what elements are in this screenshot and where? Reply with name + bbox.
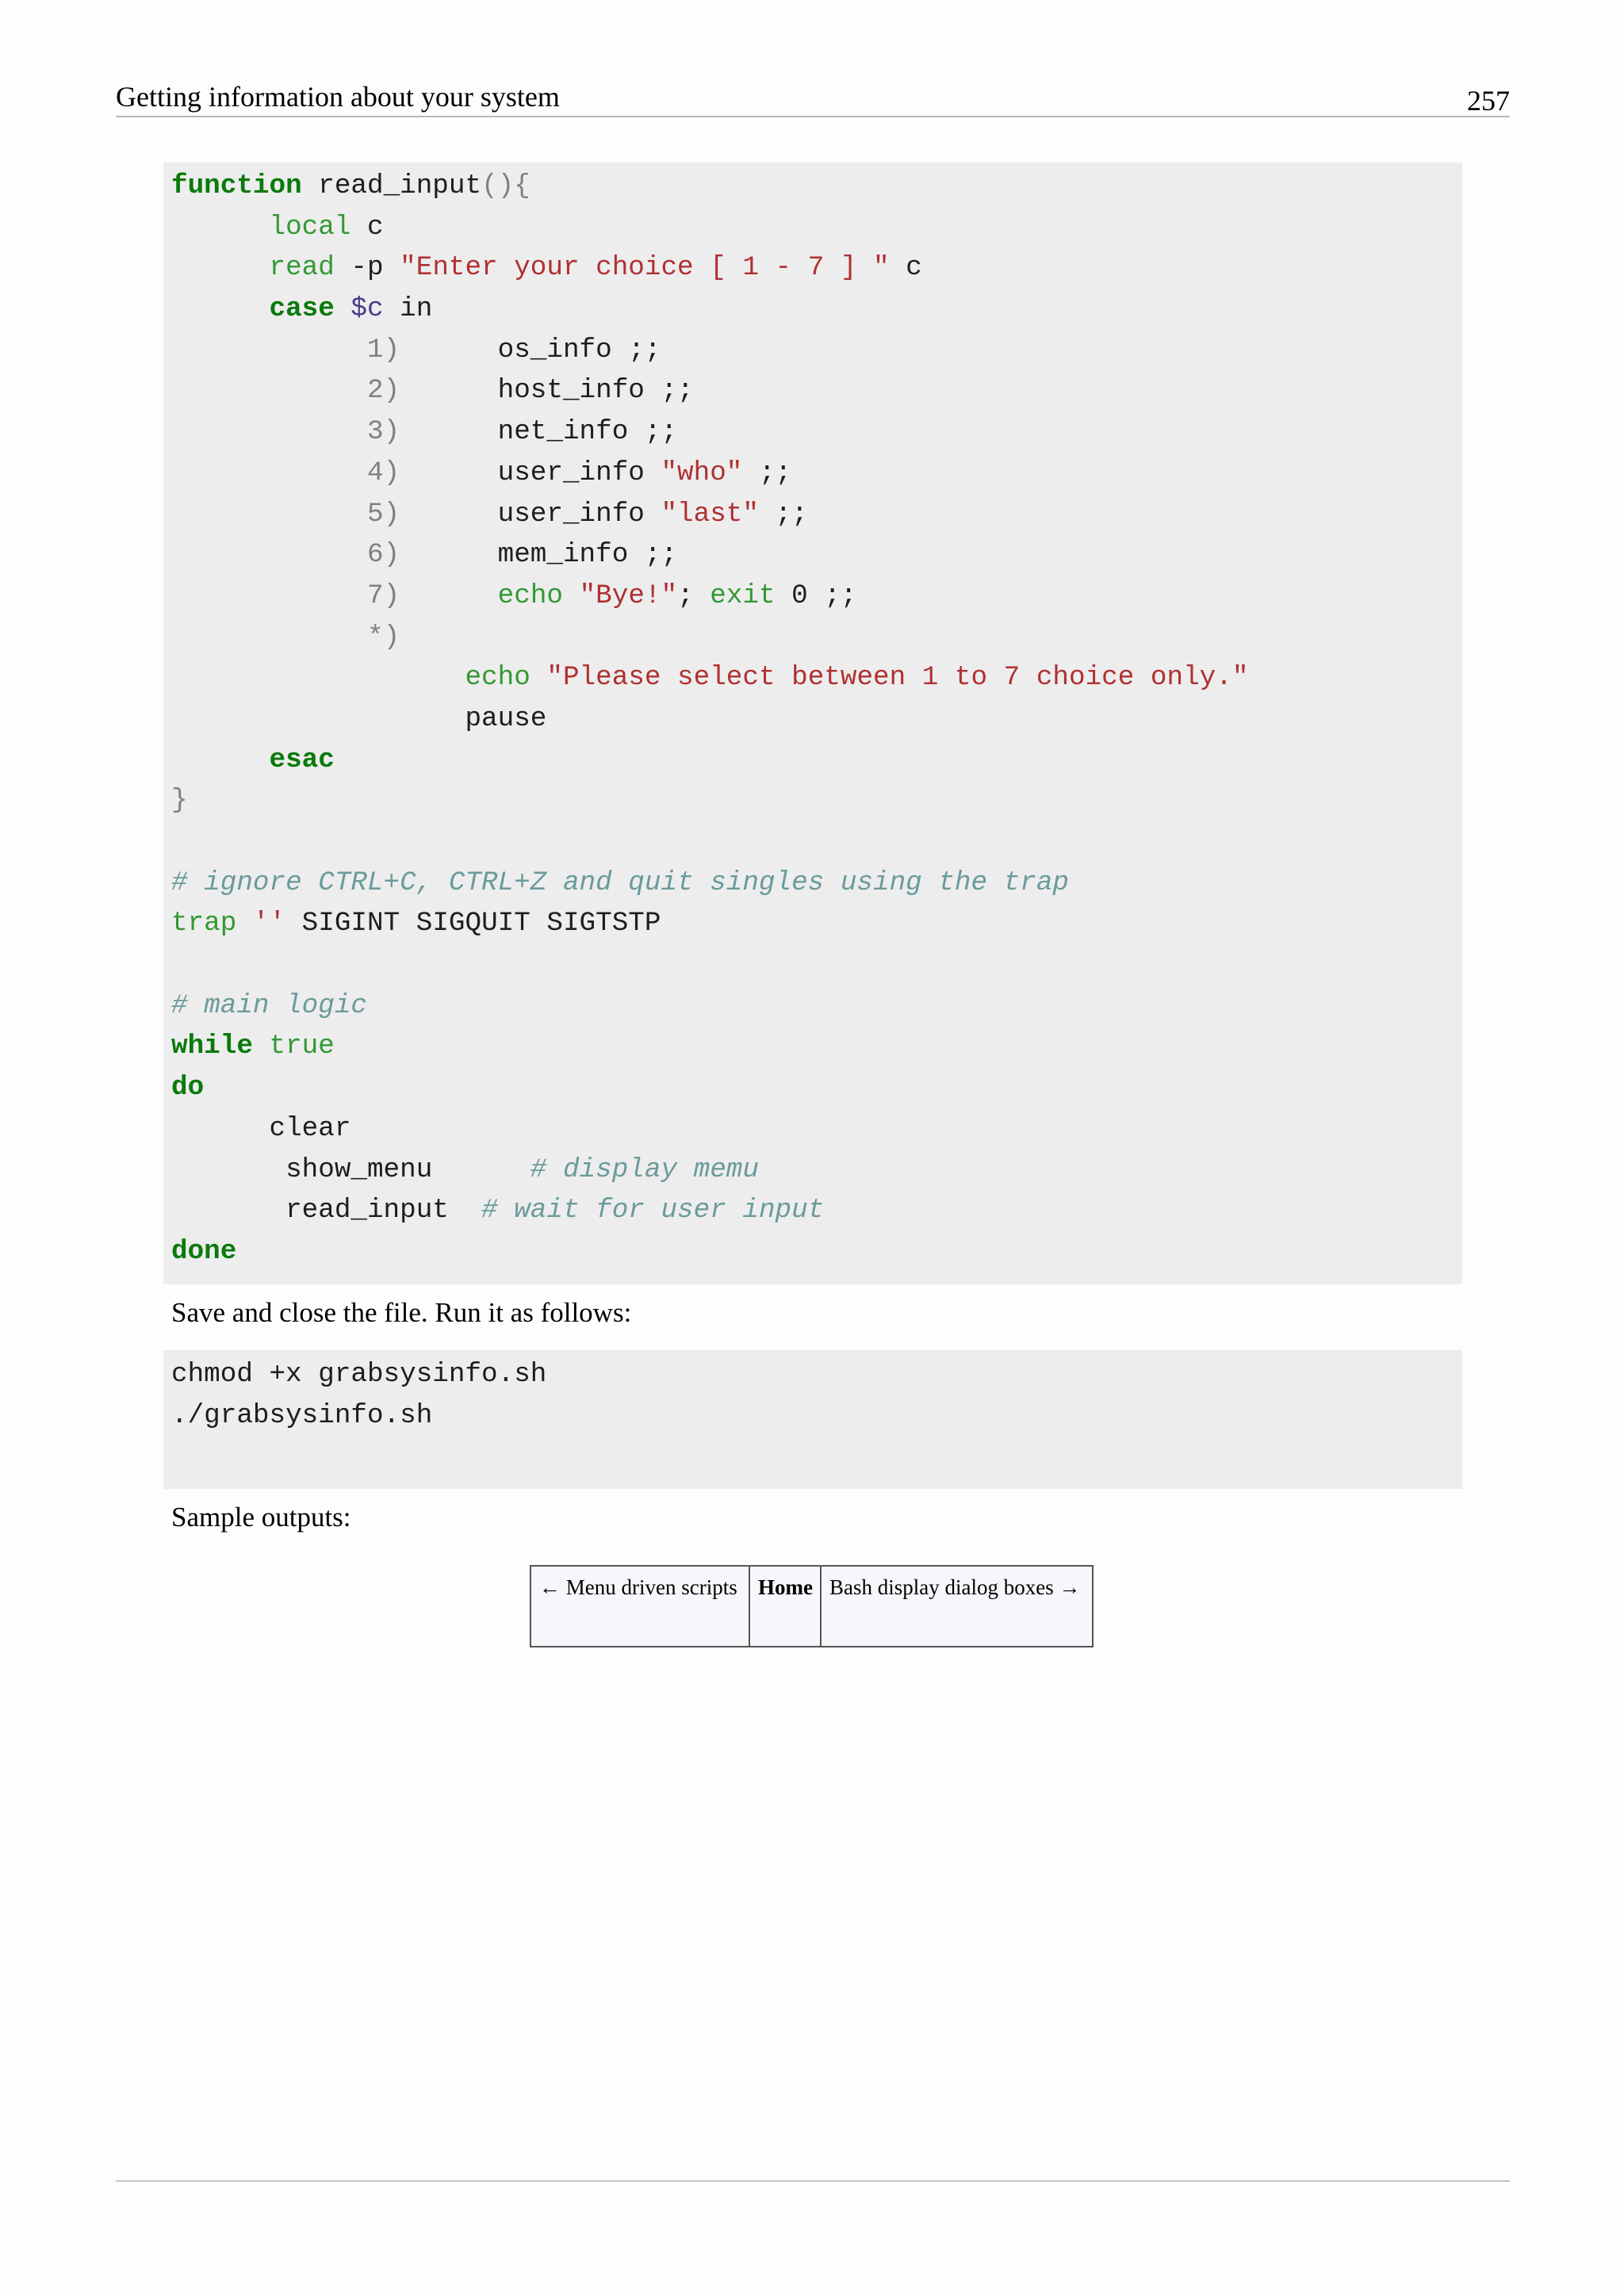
code-token [171,416,367,447]
code-line [171,166,1462,207]
code-token: echo [465,662,530,694]
code-token: user_info [400,498,661,530]
code-token: in [383,293,433,325]
code-token: trap [171,908,237,939]
code-token: "Please select between 1 to 7 choice only." [546,662,1249,694]
code-token [171,580,367,611]
code-token: pause [171,702,547,734]
code-token: 7) [366,580,400,611]
code-line [171,207,1462,248]
code-line [171,534,1462,576]
code-line [171,289,1462,330]
code-token: done [171,1235,237,1267]
code-token: net_info ;; [400,416,678,448]
code-token: "who" [661,457,743,488]
code-line [171,617,1462,658]
code-line [171,740,1462,781]
code-token: read_input [171,1195,482,1226]
code-line [171,494,1462,535]
code-line [171,1150,1462,1191]
page-number: 257 [1467,85,1510,117]
code-line [171,657,1462,698]
bash-code-listing [163,163,1462,1284]
code-token: 0 ;; [775,580,857,611]
nav-home-link[interactable]: Home [750,1567,822,1646]
code-line [171,780,1462,821]
code-token: # display memu [530,1154,759,1185]
code-token [171,744,270,775]
code-token: "Enter your choice [ 1 - 7 ] " [400,252,890,284]
code-token: 5) [366,498,400,530]
code-token: local [269,211,351,243]
code-token: exit [710,580,776,611]
code-line [171,985,1462,1027]
code-token [171,457,367,488]
code-token: esac [269,744,335,775]
code-token [171,622,367,652]
code-token: (){ [481,170,530,201]
code-token: while [171,1031,253,1062]
code-token [171,212,270,243]
code-token [171,293,270,324]
code-token: mem_info ;; [400,539,678,571]
code-token [171,252,270,283]
code-line [171,1026,1462,1067]
code-token: do [171,1072,205,1104]
code-token: ;; [742,457,792,488]
code-token [171,335,367,365]
code-line [171,247,1462,289]
code-token: 2) [366,375,400,407]
code-token [171,499,367,530]
code-token: echo [497,580,563,611]
code-token [171,539,367,570]
code-token [563,580,580,611]
code-token: '' [252,908,286,939]
code-token [335,293,351,324]
code-line [171,1395,1462,1437]
code-token: read_input [301,170,482,201]
code-token: c [350,211,384,243]
footer-rule [116,2180,1510,2182]
code-token: ;; [758,498,808,530]
code-token: 6) [366,539,400,571]
running-header-title: Getting information about your system [116,81,560,113]
code-token: *) [366,621,400,652]
code-token: true [269,1031,335,1062]
sample-outputs-label: Sample outputs: [171,1502,351,1533]
code-line [171,576,1462,617]
code-line [171,1190,1462,1231]
code-line [171,330,1462,371]
code-token: chmod +x grabsysinfo.sh [171,1359,547,1390]
code-token: 4) [366,457,400,488]
code-line [171,1231,1462,1272]
code-line [171,903,1462,944]
code-token: } [171,785,188,817]
code-token [236,908,253,939]
code-token: os_info ;; [400,334,661,365]
page-header [116,78,1510,117]
code-token: # ignore CTRL+C, CTRL+Z and quit singles using the trap [171,867,1069,898]
code-token: "Bye!" [579,580,678,611]
code-token: c [889,252,922,284]
code-token [171,662,465,693]
code-token: ./grabsysinfo.sh [171,1399,433,1431]
code-token: 1) [366,334,400,365]
code-line [171,944,1462,985]
code-token [253,1031,270,1062]
code-token: function [171,170,302,201]
code-token: $c [350,293,384,325]
code-token [400,580,498,611]
code-token: user_info [400,457,661,488]
code-token: show_menu [171,1154,530,1185]
code-line [171,821,1462,863]
code-token: "last" [661,498,759,530]
code-line [171,1354,1462,1395]
navigation-table [530,1565,1094,1647]
code-token: read [269,252,335,284]
code-token: SIGINT SIGQUIT SIGTSTP [285,908,661,939]
code-token: host_info ;; [400,375,694,407]
code-line [171,453,1462,494]
code-line [171,1108,1462,1150]
code-token: 3) [366,416,400,448]
save-instruction-paragraph: Save and close the file. Run it as follows: [171,1297,632,1328]
nav-next-link[interactable]: Bash display dialog boxes → [829,1575,1081,1599]
code-line [171,698,1462,740]
code-token: -p [334,252,400,284]
code-line [171,863,1462,904]
code-token: ; [677,580,710,611]
run-commands-listing [163,1350,1462,1489]
code-line [171,411,1462,453]
code-token: # main logic [171,989,367,1021]
code-token [171,375,367,406]
code-line [171,370,1462,411]
code-token [530,662,547,693]
code-line [171,1067,1462,1108]
nav-prev-link[interactable]: ← Menu driven scripts [531,1567,750,1646]
code-token: clear [171,1112,351,1144]
code-token: # wait for user input [481,1195,825,1226]
code-token: case [269,293,335,325]
